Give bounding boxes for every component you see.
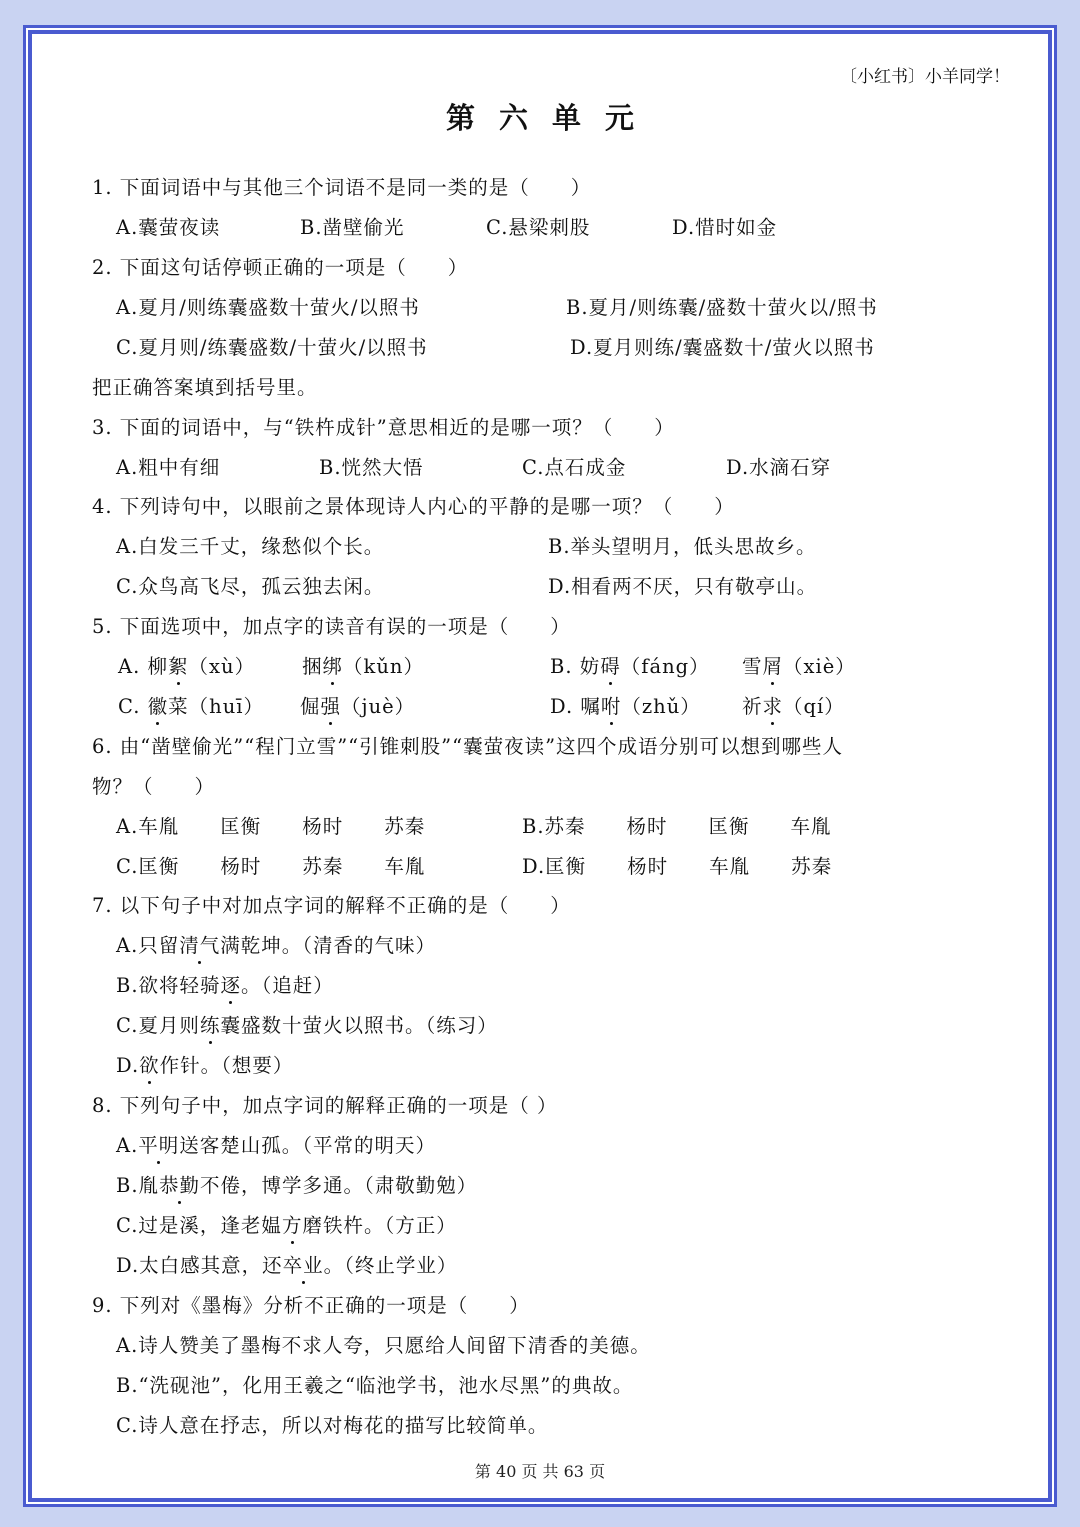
q7-option-a: A.只留清气满乾坤。（清香的气味） — [116, 930, 436, 958]
question-9-stem: 9. 下列对《墨梅》分析不正确的一项是（ ） — [92, 1294, 530, 1317]
q5-option-c-word2: 倔强（juè） — [300, 691, 415, 719]
q6-option-a: A.车胤 匡衡 杨时 苏秦 — [116, 815, 426, 838]
question-3-stem: 3. 下面的词语中，与“铁杵成针”意思相近的是哪一项？（ ） — [92, 416, 675, 439]
question-8-stem: 8. 下列句子中，加点字词的解释正确的一项是（ ） — [92, 1094, 558, 1117]
q1-option-a: A.囊萤夜读 — [116, 216, 221, 239]
q8-option-c: C.过是溪，逢老媪方磨铁杵。（方正） — [116, 1210, 457, 1238]
q2-option-a: A.夏月/则练囊盛数十萤火/以照书 — [116, 296, 420, 319]
question-1-stem: 1. 下面词语中与其他三个词语不是同一类的是（ ） — [92, 176, 592, 199]
q1-option-c: C.悬梁刺股 — [486, 216, 591, 239]
q5-option-c: C. 徽菜（huī） — [118, 691, 264, 719]
page-number: 第 40 页 共 63 页 — [474, 1462, 606, 1481]
page-frame — [28, 30, 1052, 1502]
q3-option-b: B.恍然大悟 — [319, 456, 424, 479]
q4-option-b: B.举头望明月，低头思故乡。 — [548, 535, 817, 558]
q8-option-d: D.太白感其意，还卒业。（终止学业） — [116, 1250, 457, 1278]
question-6-stem-cont: 物？（ ） — [92, 775, 216, 798]
q4-option-a: A.白发三千丈，缘愁似个长。 — [116, 535, 385, 558]
q9-option-c: C.诗人意在抒志，所以对梅花的描写比较简单。 — [116, 1414, 549, 1437]
instruction: 把正确答案填到括号里。 — [92, 376, 318, 399]
question-2-stem: 2. 下面这句话停顿正确的一项是（ ） — [92, 256, 469, 279]
q4-option-c: C.众鸟高飞尽，孤云独去闲。 — [116, 575, 385, 598]
q3-option-d: D.水滴石穿 — [726, 456, 832, 479]
q5-option-d-word2: 祈求（qí） — [742, 691, 845, 719]
q3-option-a: A.粗中有细 — [116, 456, 221, 479]
q5-option-d: D. 嘱咐（zhǔ） — [550, 691, 701, 719]
q2-option-b: B.夏月/则练囊/盛数十萤火以/照书 — [566, 296, 878, 319]
q7-option-d: D.欲作针。（想要） — [116, 1050, 293, 1078]
q8-option-a: A.平明送客楚山孤。（平常的明天） — [116, 1130, 436, 1158]
page-title: 第六单元 — [445, 101, 658, 135]
question-7-stem: 7. 以下句子中对加点字词的解释不正确的是（ ） — [92, 894, 571, 917]
watermark: 〔小红书〕小羊同学！ — [840, 67, 1010, 87]
q9-option-b: B.“洗砚池”，化用王羲之“临池学书，池水尽黑”的典故。 — [116, 1374, 634, 1397]
q2-option-c: C.夏月则/练囊盛数/十萤火/以照书 — [116, 336, 428, 359]
q5-option-a: A. 柳絮（xù） — [118, 651, 255, 679]
question-6-stem: 6. 由“凿壁偷光”“程门立雪”“引锥刺股”“囊萤夜读”这四个成语分别可以想到哪些人 — [92, 735, 844, 758]
q2-option-d: D.夏月则练/囊盛数十/萤火以照书 — [570, 336, 875, 359]
q5-option-b: B. 妨碍（fáng） — [550, 651, 710, 679]
q5-option-a-word2: 捆绑（kǔn） — [302, 651, 424, 679]
q6-option-b: B.苏秦 杨时 匡衡 车胤 — [522, 815, 832, 838]
q4-option-d: D.相看两不厌，只有敬亭山。 — [548, 575, 818, 598]
q8-option-b: B.胤恭勤不倦，博学多通。（肃敬勤勉） — [116, 1170, 477, 1198]
question-4-stem: 4. 下列诗句中，以眼前之景体现诗人内心的平静的是哪一项？（ ） — [92, 495, 735, 518]
q6-option-d: D.匡衡 杨时 车胤 苏秦 — [522, 855, 833, 878]
q1-option-d: D.惜时如金 — [672, 216, 778, 239]
q7-option-c: C.夏月则练囊盛数十萤火以照书。（练习） — [116, 1010, 498, 1038]
q1-option-b: B.凿壁偷光 — [300, 216, 405, 239]
q6-option-c: C.匡衡 杨时 苏秦 车胤 — [116, 855, 426, 878]
q7-option-b: B.欲将轻骑逐。（追赶） — [116, 970, 334, 998]
q9-option-a: A.诗人赞美了墨梅不求人夸，只愿给人间留下清香的美德。 — [116, 1334, 651, 1357]
q3-option-c: C.点石成金 — [522, 456, 627, 479]
question-5-stem: 5. 下面选项中，加点字的读音有误的一项是（ ） — [92, 615, 571, 638]
q5-option-b-word2: 雪屑（xiè） — [742, 651, 856, 679]
